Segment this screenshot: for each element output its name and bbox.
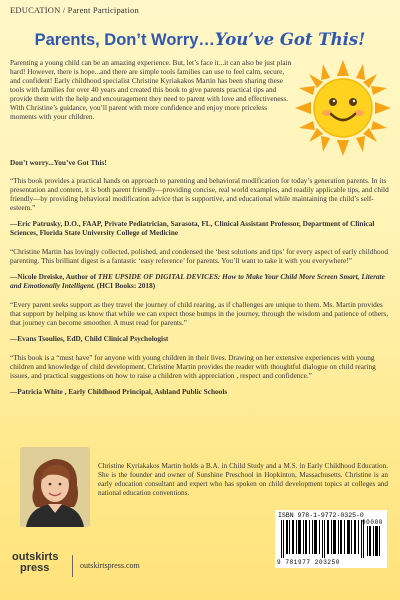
- testimonial-attribution: —Eric Patrusky, D.O., FAAP, Private Pediatrician, Sarasota, FL, Clinical Assistant Professor, Department of Clinical Sciences, Florida State University College of Medicine: [10, 219, 375, 237]
- publisher-logo: [12, 552, 72, 580]
- barcode-number: [277, 519, 385, 566]
- testimonial-quote: “Every parent seeks support as they travel the journey of child rearing, as if challenges are unique to them. Ms. Martin provides that support by helping us know that while we can expect those bumps in the journey, through the wisdom and patience of others, that journey can become smoother. A must read for parents.”: [10, 300, 389, 327]
- isbn-barcode: [275, 510, 387, 568]
- price-code: 90000: [361, 519, 383, 526]
- isbn-label: ISBN 978-1-9772-0325-0: [278, 512, 364, 519]
- author-bio: Christine Kyriakakos Martin holds a B.A. in Child Study and a M.S. in Early Childhood Education. She is the founder and owner of Sunshine Preschool in Hopkinton, Massachusetts. Christine is an early education consultant and expert who has spoken on child development topics at colleges and national education conventions.: [98, 462, 388, 497]
- tagline: Don’t worry...You’ve Got This!: [10, 158, 107, 167]
- testimonial-attribution: —Patricia White , Early Childhood Principal, Ashland Public Schools: [10, 387, 228, 396]
- main-content: [10, 158, 390, 406]
- headline-script: You’ve Got This!: [214, 30, 366, 49]
- testimonial-quote: “This book is a “must have” for anyone with young children in their lives. Drawing on her extensive experiences with young children and knowledge of child development, Christine Martin provides the reader with thoughtful dialogue on child rearing issues, and practical suggestions on how to raise a children with appreciation , respect and confidence.”: [10, 353, 376, 380]
- author-photo: [20, 447, 90, 527]
- smiling-sun-icon: [293, 58, 393, 158]
- attribution-book-title: THE UPSIDE OF DIGITAL DEVICES: How to Make Your Child More Screen Smart, Literate and Emotionally Intelligent.: [10, 272, 385, 290]
- attribution-author: —Nicole Dreiske, Author of: [10, 272, 98, 281]
- attribution-publisher: (HCI Books: 2018): [94, 281, 156, 290]
- category-label: EDUCATION / Parent Participation: [10, 5, 139, 15]
- testimonial-attribution: [10, 272, 390, 290]
- publisher-website: outskirtspress.com: [80, 561, 140, 570]
- testimonial-quote: “This book provides a practical hands on approach to parenting and behavioral modification for today’s generation parents. In its presentation and content, it is both parent friendly—providing concise, real world examples, and readily applicable tips, and child friendly—by providing behavioral modification advice that is supportive, and educational while maintaining the child’s self-esteem.”: [10, 176, 389, 212]
- testimonial-quote: “Christine Martin has lovingly collected, polished, and condensed the ‘best solutions and tips’ for every aspect of early childhood parenting. This brilliant digest is a fantastic ‘easy reference’ for parents. You’ll want to take it with you everywhere!”: [10, 247, 388, 265]
- headline-main: Parents, Don’t Worry…: [34, 31, 215, 49]
- testimonial-attribution: —Evans Tsoulies, EdD, Child Clinical Psychologist: [10, 334, 169, 343]
- logo-press: press: [20, 562, 50, 574]
- intro-paragraph: Parenting a young child can be an amazing experience. But, let’s face it...it can also be just plain hard! However, there is hope...and there are simple tools families can use to feel calm, secure, and confident! Early childhood specialist Christine Kyriakakos Martin has been sharing these tools with families for over 40 years and created this book to give parents practical tips and provide them with the help and encouragement they need to parent with love and effectiveness. With Christine’s guidance, you’ll parent with more confidence and enjoy more priceless moments with your children.: [10, 58, 292, 121]
- logo-outskirts: outskirts: [12, 551, 59, 563]
- book-headline: [0, 30, 400, 50]
- footer-divider: [72, 555, 73, 577]
- barcode-digits: 9 781977 203250: [277, 559, 341, 566]
